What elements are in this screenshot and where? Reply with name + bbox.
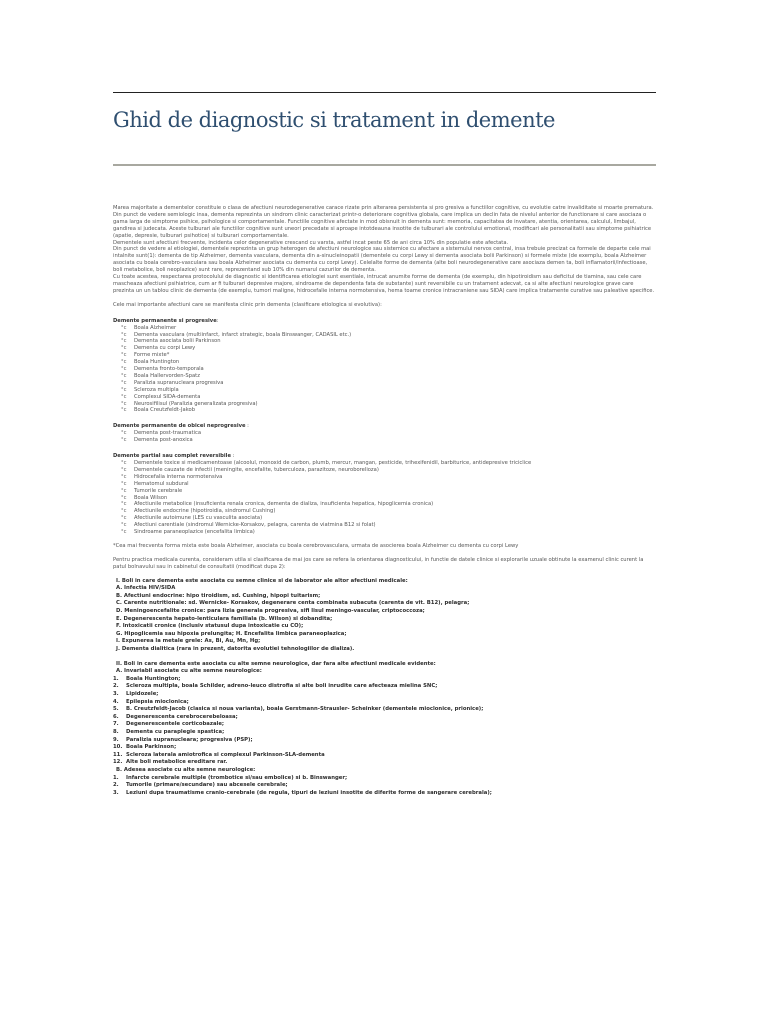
bullet-icon: °c bbox=[121, 430, 127, 437]
class-I-item: A. Infectia HIV/SIDA bbox=[116, 585, 176, 592]
list-item: °c Sindroame paraneoplazice (encefalita limbica) bbox=[121, 529, 255, 536]
intro-section bbox=[113, 205, 656, 295]
list-item: °c Afectiunile metabolice (insuficienta renala cronica, dementa de dializa, insuficienta hepatica, hipoglicemia cronica) bbox=[121, 501, 434, 508]
bullet-icon: °c bbox=[121, 352, 127, 359]
bullet-icon: °c bbox=[121, 529, 127, 536]
bullet-icon: °c bbox=[121, 407, 127, 414]
dementia-groups bbox=[113, 318, 656, 536]
class-II-a-item: 9. Paralizia supranucleara; progresiva (PSP); bbox=[113, 736, 253, 743]
class-II-b-item: 2. Tumorile (primare/secundare) sau abcesele cerebrale; bbox=[113, 782, 288, 789]
class-II-a-item: 7. Degenerescentele corticobazale; bbox=[113, 721, 225, 728]
class-II-a-item: 5. B. Creutzfeldt-Jacob (clasica si noua varianta), boala Gerstmann-Strausler- Scheinker (dementele mioclonice, prionice); bbox=[113, 706, 484, 713]
document-body bbox=[113, 205, 656, 797]
footnote: *Cea mai frecventa forma mixta este boala Alzheimer, asociata cu boala cerebrovasculara, urmata de asocierea boala Alzheimer cu dementa cu corpi Lewy bbox=[113, 542, 519, 549]
bullet-icon: °c bbox=[121, 508, 127, 515]
intro-paragraph: Dementele sunt afectiuni frecvente, incidenta celor degenerative crescand cu varsta, astfel incat peste 65 de ani circa 10% din populatie este afectata. bbox=[113, 239, 509, 246]
intro-paragraph: Din punct de vedere al etiologiei, dementele reprezinta un grup heterogen de afectiuni neurologice sau sistemice cu afectare a sistemului nervos central, insa trebuie precizat ca formele de departe cele mai intalnite sunt(1): dementa de tip Alzheimer, dementa vasculara, dementa din a-sinucleinopatii (dementele cu corpi Lewy si dementa asociata bolii Parkinson) si formele mixte (de exemplu, boala Alzheimer asociata cu boala cerebro-vasculara sau boala Alzheimer asociata cu dementa cu corpi Lewy). Celelalte forme de dementa (alte boli neurodegenerative care asociaza demen ta, boli inflamatorii/infectioase, boli metabolice, boli neoplazice) sunt rare, reprezentand sub 10% din numarul cazurilor de dementa. bbox=[113, 246, 651, 274]
class-I-item: E. Degenerescenta hepato-lenticulara familiala (b. Wilson) si dobandita; bbox=[116, 615, 333, 622]
class-II-a-item: 10. Boala Parkinson; bbox=[113, 744, 177, 751]
list-item: °c Tumorile cerebrale bbox=[121, 487, 183, 494]
class-I-item: G. Hipoglicemia sau hipoxia prelungita; H. Encefalita limbica paraneoplazica; bbox=[116, 630, 347, 637]
list-item: °c Boala Alzheimer bbox=[121, 324, 177, 331]
bullet-icon: °c bbox=[121, 480, 127, 487]
bullet-icon: °c bbox=[121, 324, 127, 331]
bullet-icon: °c bbox=[121, 501, 127, 508]
list-item: °c Afectiunile autoimune (LES cu vasculita asociata) bbox=[121, 515, 263, 522]
class-I-item: B. Afectiuni endocrine: hipo tiroidism, sd. Cushing, hipopi tuitarism; bbox=[116, 592, 321, 599]
bullet-icon: °c bbox=[121, 345, 127, 352]
class-I-item: J. Dementa dialitica (rara in prezent, datorita evolutiei tehnologiilor de dializa). bbox=[116, 646, 355, 653]
class-I-heading: I. Boli in care dementa este asociata cu semne clinice si de laborator ale altor afectiuni medicale: bbox=[116, 577, 408, 584]
bullet-icon: °c bbox=[121, 366, 127, 373]
bullet-icon: °c bbox=[121, 393, 127, 400]
group-heading: Demente permanente de obicei neprogresive : bbox=[113, 423, 249, 430]
list-item: °c Hematomul subdural bbox=[121, 480, 189, 487]
title-divider bbox=[113, 164, 656, 166]
list-item: °c Dementa post-traumatica bbox=[121, 430, 202, 437]
class-I bbox=[113, 578, 656, 654]
bullet-icon: °c bbox=[121, 460, 127, 466]
bullet-icon: °c bbox=[121, 331, 127, 338]
list-item: °c Boala Creutzfeldt-Jakob bbox=[121, 407, 195, 414]
bullet-icon: °c bbox=[121, 515, 127, 522]
classification-lead: Cele mai importante afectiuni care se manifesta clinic prin dementa (clasificare etiologica si evolutiva): bbox=[113, 301, 382, 308]
bullet-icon: °c bbox=[121, 338, 127, 345]
class-II bbox=[113, 661, 656, 798]
list-item: °c Forme mixte* bbox=[121, 352, 170, 359]
class-II-sub-b: B. Adesea asociate cu alte semne neurologice: bbox=[116, 766, 256, 773]
page-title: Ghid de diagnostic si tratament in demente bbox=[113, 108, 555, 132]
list-item: °c Scleroza multipla bbox=[121, 386, 179, 393]
practice-paragraph: Pentru practica medicala curenta, consideram utila si clasificarea de mai jos care se refera la orientarea diagnosticului, in functie de datele clinice si explorarile uzuale obtinute la examenul clinic curent la patul bolnavului sau in cabinetul de consultatii (modificat dupa 2): bbox=[113, 556, 644, 570]
bullet-icon: °c bbox=[121, 379, 127, 386]
class-II-a-item: 12. Alte boli metabolice ereditare rar. bbox=[113, 759, 228, 766]
bullet-icon: °c bbox=[121, 466, 127, 473]
list-item: °c Afectiuni carentiale (sindromul Wernicke-Korsakov, pelagra, carenta de viatmina B12 si folat) bbox=[121, 522, 376, 529]
class-I-item: I. Expunerea la metale grele: As, Bi, Au, Mn, Hg; bbox=[116, 638, 261, 645]
class-II-heading: II. Boli in care dementa este asociata cu alte semne neurologice, dar fara alte afectiuni medicale evidente: bbox=[116, 660, 436, 667]
class-II-b-item: 3. Leziuni dupa traumatisme cranio-cerebrale (de regula, tipuri de leziuni insotite de diferite forme de sangerare cerebrala); bbox=[113, 789, 492, 796]
class-I-item: F. Intoxicatii cronice (inclusiv statusul dupa intoxicatie cu CO); bbox=[116, 623, 304, 630]
class-II-a-item: 3. Lipidozele; bbox=[113, 691, 159, 697]
intro-paragraph: Marea majoritate a dementelor constituie o clasa de afectiuni neurodegenerative carace rizate prin alterarea persistenta si pro gresiva a functiilor cognitive, cu evolutie catre invaliditate si moarte prematura. Din punct de vedere semiologic insa, dementa reprezinta un sindrom clinic caracterizat printr-o deteriorare cognitiva globala, care implica un declin fata de nivelul anterior de functionare si care asociaza o gama larga de simptome psihice, psihologice si comportamentale. Functiile cognitive afectate in mod obisnuit in dementa sunt: memoria, capacitatea de invatare, atentia, orientarea, calculul, limbajul, gandirea si judecata. Aceste tulburari ale functiilor cognitive sunt uneori precedate si aproape intotdeauna insotite de tulburari ale controlului emotional, modificari ale personalitatii sau simptome psihiatrice (apatie, depresie, tulburari psihotice) si tulburari comportamentale. bbox=[113, 205, 654, 239]
class-I-item: D. Meningoencefalite cronice: para lizia generala progresiva, sifi lisul meningo-vascular, criptococcoza; bbox=[116, 608, 425, 615]
class-II-a-item: 1. Boala Huntington; bbox=[113, 675, 181, 682]
class-I-item: C. Carente nutritionale: sd. Wernicke- Korsakov, degenerare centa combinata subacuta (carenta de vit. B12), pelagra; bbox=[116, 600, 470, 607]
list-item: °c Complexul SIDA-dementa bbox=[121, 393, 201, 400]
list-item: °c Boala Wilson bbox=[121, 494, 168, 501]
list-item: °c Dementa post-anoxica bbox=[121, 437, 193, 444]
class-II-sub-a: A. Invariabil asociate cu alte semne neurologice: bbox=[116, 668, 262, 675]
list-item: °c Dementa vasculara (multiinfarct, infarct strategic, boala Binswanger, CADASIL etc.) bbox=[121, 331, 352, 338]
bullet-icon: °c bbox=[121, 386, 127, 393]
bullet-icon: °c bbox=[121, 487, 127, 494]
list-item: °c Dementele cauzate de infectii (meningite, encefalite, tuberculoza, parazitoze, neuroborelioza) bbox=[121, 466, 379, 473]
class-II-a-item: 11. Scleroza laterala amiotrofica si complexul Parkinson-SLA-dementa bbox=[113, 751, 325, 758]
bullet-icon: °c bbox=[121, 400, 127, 407]
group-heading: Demente partial sau complet reversibile : bbox=[113, 453, 235, 460]
list-item: °c Boala Huntington bbox=[121, 359, 180, 366]
list-item: °c Hidrocefalia interna normotensiva bbox=[121, 473, 223, 480]
class-II-a-item: 4. Epilepsia mioclonica; bbox=[113, 698, 189, 705]
list-item: °c Boala Hallervorden-Spatz bbox=[121, 372, 200, 379]
list-item: °c Dementa cu corpi Lewy bbox=[121, 345, 196, 352]
list-item: °c Paralizia supranucleara progresiva bbox=[121, 379, 224, 386]
list-item: °c Dementa fronto-temporala bbox=[121, 366, 204, 373]
list-item: °c Afectiunile endocrine (hipotiroidia, sindromul Cushing) bbox=[121, 508, 276, 515]
bullet-icon: °c bbox=[121, 494, 127, 501]
list-item: °c Dementele toxice si medicamentoase (alcoolul, monoxid de carbon, plumb, mercur, mangan, pesticide, trihexifenidil, barbiturice, antidepresive triciclice bbox=[121, 460, 532, 466]
class-II-b-item: 1. Infarcte cerebrale multiple (trombotice si/sau embolice) si b. Binswanger; bbox=[113, 774, 348, 781]
top-divider bbox=[113, 92, 656, 93]
bullet-icon: °c bbox=[121, 522, 127, 529]
class-II-a-item: 6. Degenerescenta cerebrocerebeloasa; bbox=[113, 713, 238, 720]
class-II-a-item: 8. Dementa cu paraplegie spastica; bbox=[113, 728, 225, 735]
list-item: °c Neurosifilisul (Paralizia generalizata progresiva) bbox=[121, 400, 258, 407]
list-item: °c Dementa asociata bolii Parkinson bbox=[121, 338, 221, 345]
class-II-a-item: 2. Scleroza multipla, boala Schilder, adreno-leuco distrofia si alte boli inrudite care afecteaza mielina SNC; bbox=[113, 683, 438, 690]
intro-paragraph: Cu toate acestea, respectarea protocolului de diagnostic si identificarea etiologiei sunt esentiale, intrucat anumite forme de dementa (de exemplu, din hipotiroidism sau deficitul de tiamina, sau cele care mascheaza afectiuni psihiatrice, cum ar fi tulburari depresive majore, sindroame de dependenta fata de substante) sunt reversibile cu un tratament adecvat, ca si alte afectiuni neurologice grave care prezinta un un tablou clinic de dementa (de exemplu, tumori maligne, hidrocefalie interna normotensiva, hema toame cronice intracraniene sau SIDA) care implica tratamente curative sau paleative specifice. bbox=[113, 274, 655, 294]
group-heading: Demente permanente si progresive: bbox=[113, 317, 219, 324]
bullet-icon: °c bbox=[121, 473, 127, 480]
bullet-icon: °c bbox=[121, 437, 127, 444]
bullet-icon: °c bbox=[121, 372, 127, 379]
bullet-icon: °c bbox=[121, 359, 127, 366]
